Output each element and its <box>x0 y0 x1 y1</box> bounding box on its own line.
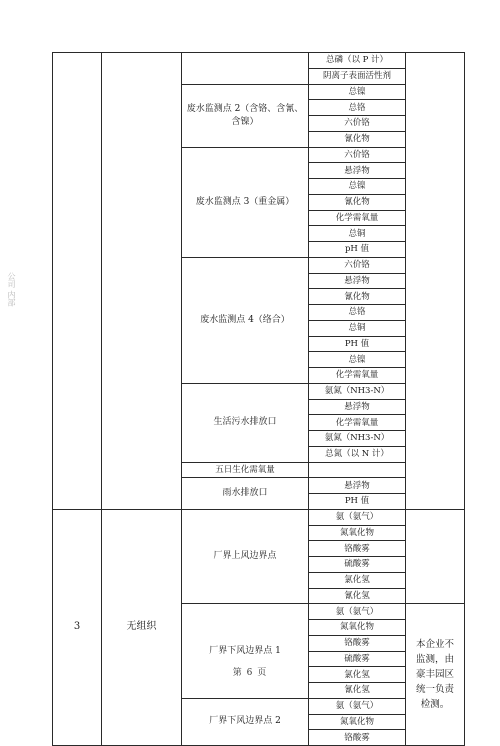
type-cell <box>102 53 182 510</box>
parameter-cell: 化学需氧量 <box>309 210 406 226</box>
parameter-cell: PH 值 <box>309 494 406 510</box>
monitoring-point: 生活污水排放口 <box>182 383 309 462</box>
parameter-cell: 氮氧化物 <box>309 525 406 541</box>
parameter-cell: 硫酸雾 <box>309 557 406 573</box>
parameter-cell: 总铬 <box>309 305 406 321</box>
parameter-cell: 氨（氨气） <box>309 698 406 714</box>
parameter-cell: 氮氧化物 <box>309 714 406 730</box>
parameter-cell: 总镍 <box>309 179 406 195</box>
monitoring-point: 厂界下风边界点 2 <box>182 698 309 745</box>
parameter-cell: PH 值 <box>309 336 406 352</box>
parameter-cell: 阴离子表面活性剂 <box>309 68 406 84</box>
parameter-cell: 总氮（以 N 计） <box>309 446 406 462</box>
parameter-cell: 铬酸雾 <box>309 635 406 651</box>
parameter-cell: 氰化物 <box>309 289 406 305</box>
parameter-cell: 氰化氢 <box>309 683 406 699</box>
parameter-cell: 氨氮（NH3-N） <box>309 431 406 447</box>
number-cell <box>53 53 102 510</box>
remark-empty <box>406 509 465 604</box>
monitoring-point: 厂界上风边界点 <box>182 509 309 604</box>
parameter-cell: pH 值 <box>309 242 406 258</box>
parameter-cell: 六价铬 <box>309 147 406 163</box>
page-number: 第 6 页 <box>232 668 268 678</box>
parameter-cell: 硫酸雾 <box>309 651 406 667</box>
point-cell <box>182 53 309 85</box>
parameter-cell: 六价铬 <box>309 116 406 132</box>
parameter-cell: 五日生化需氧量 <box>182 462 309 478</box>
parameter-cell: 悬浮物 <box>309 478 406 494</box>
section-type: 无组织 <box>102 509 182 745</box>
parameter-cell: 铬酸雾 <box>309 541 406 557</box>
parameter-cell: 悬浮物 <box>309 273 406 289</box>
parameter-cell: 总磷（以 P 计） <box>309 53 406 69</box>
parameter-cell: 总铜 <box>309 226 406 242</box>
table-row <box>53 53 465 69</box>
parameter-cell: 氯化氢 <box>309 667 406 683</box>
parameter-cell: 化学需氧量 <box>309 368 406 384</box>
monitoring-table <box>52 52 465 746</box>
monitoring-point: 废水监测点 2（含铬、含氰、含镍） <box>182 84 309 147</box>
parameter-cell: 氯化氢 <box>309 572 406 588</box>
parameter-cell: 悬浮物 <box>309 399 406 415</box>
parameter-cell: 六价铬 <box>309 257 406 273</box>
parameter-cell: 氰化物 <box>309 194 406 210</box>
parameter-cell: 总镍 <box>309 352 406 368</box>
monitoring-point: 废水监测点 4（络合） <box>182 257 309 383</box>
parameter-cell: 悬浮物 <box>309 163 406 179</box>
parameter-cell: 氰化氢 <box>309 588 406 604</box>
table-row <box>53 509 465 525</box>
remark-cell <box>406 53 465 510</box>
parameter-cell: 氨（氨气） <box>309 509 406 525</box>
parameter-cell: 铬酸雾 <box>309 730 406 746</box>
parameter-cell: 总铬 <box>309 100 406 116</box>
parameter-cell: 总铜 <box>309 320 406 336</box>
remark-note: 本企业不监测，由豪丰园区统一负责检测。 <box>406 604 465 746</box>
parameter-cell: 氨（氨气） <box>309 604 406 620</box>
parameter-cell: 氮氧化物 <box>309 620 406 636</box>
monitoring-point: 废水监测点 3（重金属） <box>182 147 309 257</box>
margin-mark: 公司 内部 <box>7 272 16 307</box>
monitoring-point: 厂界下风边界点 1 <box>182 604 309 699</box>
parameter-cell: 氨氮（NH3-N） <box>309 383 406 399</box>
parameter-cell: 化学需氧量 <box>309 415 406 431</box>
monitoring-point: 雨水排放口 <box>182 478 309 510</box>
section-number: 3 <box>53 509 102 745</box>
parameter-cell: 氰化物 <box>309 131 406 147</box>
parameter-cell: 总镍 <box>309 84 406 100</box>
